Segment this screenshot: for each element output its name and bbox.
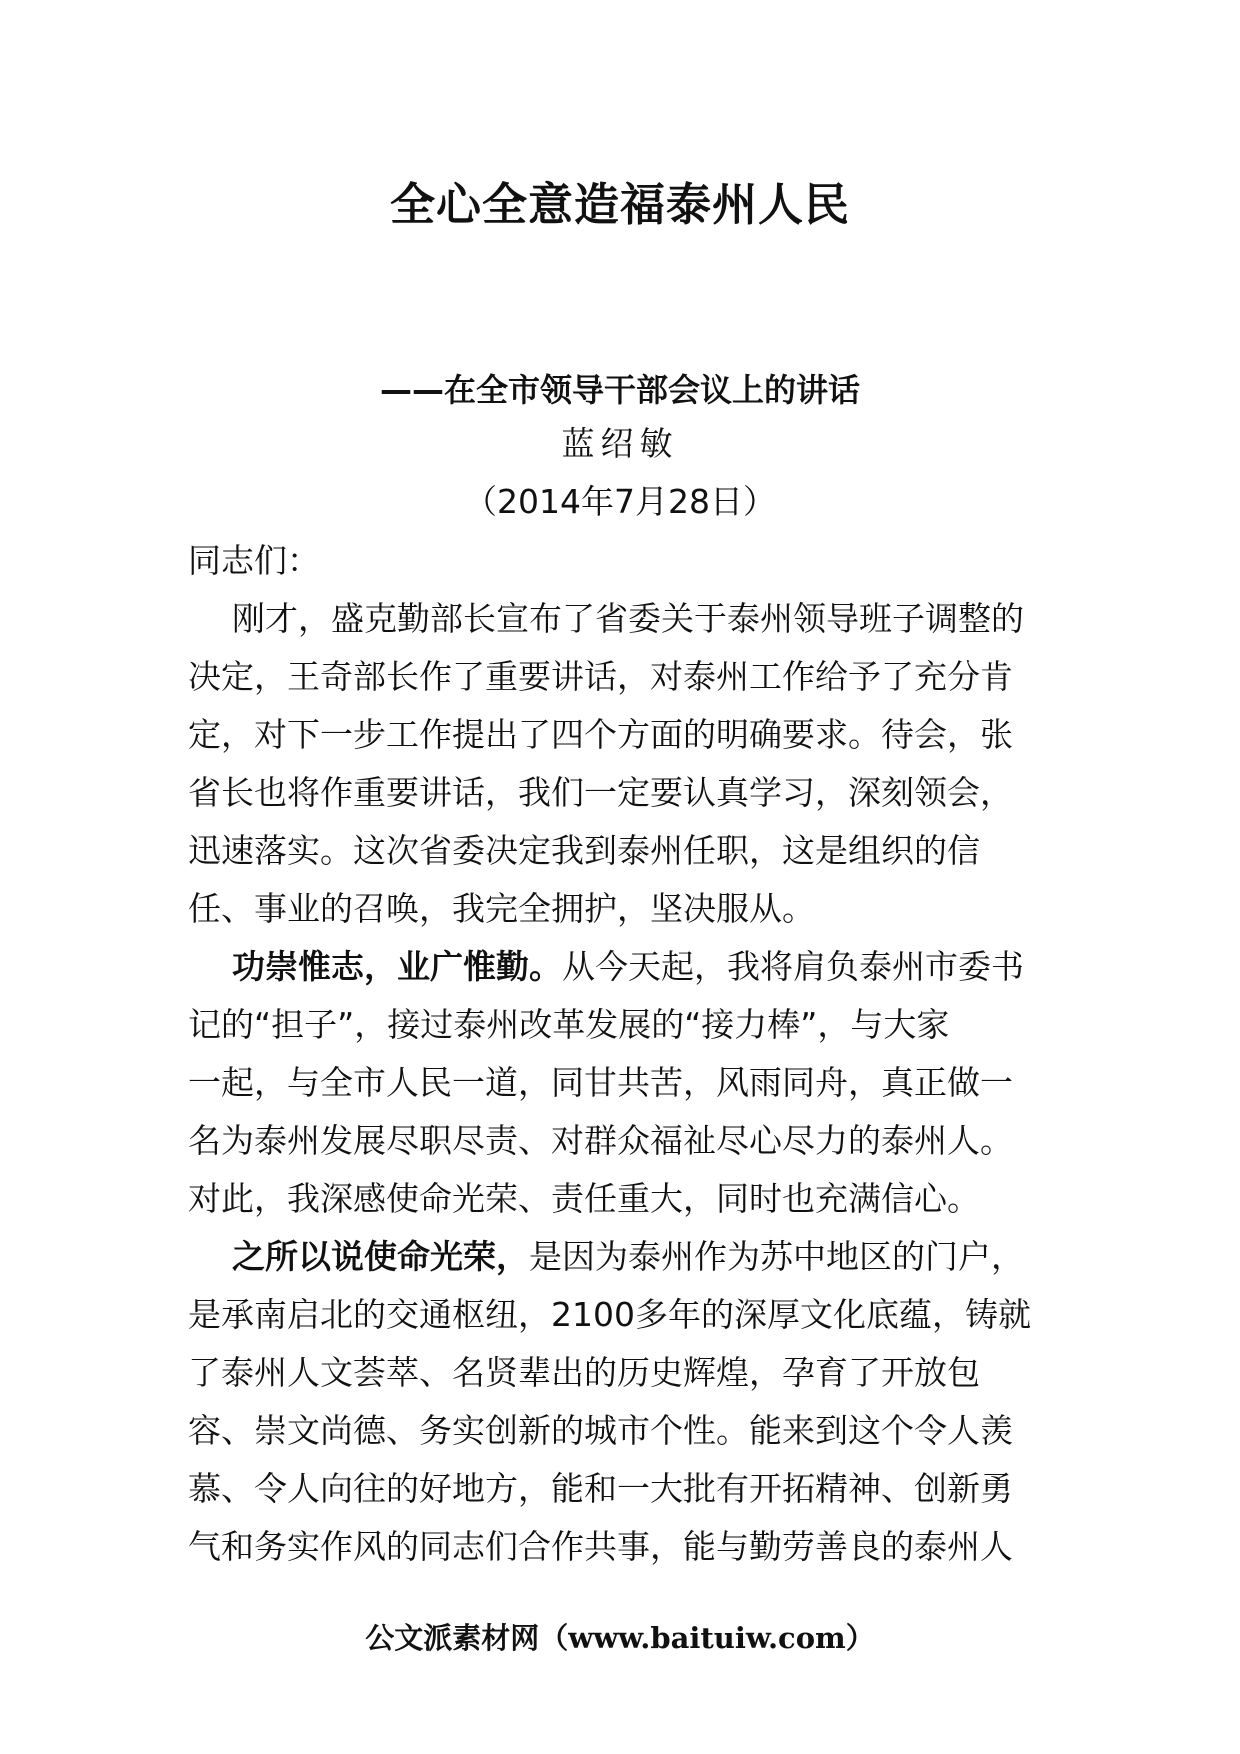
- paragraph-2-line: 一起，与全市人民一道，同甘共苦，风雨同舟，真正做一: [188, 1063, 1013, 1102]
- paragraph-1-line: 定，对下一步工作提出了四个方面的明确要求。待会，张: [188, 715, 1013, 754]
- paragraph-3-line: 了泰州人文荟萃、名贤辈出的历史辉煌，孕育了开放包: [188, 1353, 980, 1392]
- paragraph-3-line: 容、崇文尚德、务实创新的城市个性。能来到这个令人羡: [188, 1411, 1013, 1450]
- paragraph-2-lead: 功崇惟志，业广惟勤。: [232, 947, 562, 986]
- author-name: 蓝绍敏: [561, 424, 679, 463]
- paragraph-1-line: 任、事业的召唤，我完全拥护，坚决服从。: [188, 889, 815, 928]
- paragraph-3-line: 气和务实作风的同志们合作共事，能与勤劳善良的泰州人: [188, 1527, 1013, 1566]
- salutation: 同志们：: [188, 541, 320, 580]
- document-body: [188, 532, 1068, 1576]
- paragraph-1-line: 刚才，盛克勤部长宣布了省委关于泰州领导班子调整的: [232, 599, 1024, 638]
- paragraph-2-line: 记的“担子”，接过泰州改革发展的“接力棒”，与大家: [188, 1005, 950, 1044]
- paragraph-1-line: 迅速落实。这次省委决定我到泰州任职，这是组织的信: [188, 831, 980, 870]
- paragraph-3-first-text: 是因为泰州作为苏中地区的门户，: [529, 1237, 1024, 1276]
- paragraph-2-line: 名为泰州发展尽职尽责、对群众福祉尽心尽力的泰州人。: [188, 1121, 1013, 1160]
- paragraph-3-line: 是承南启北的交通枢纽，2100多年的深厚文化底蕴，铸就: [188, 1295, 1031, 1334]
- paragraph-1-line: 决定，王奇部长作了重要讲话，对泰州工作给予了充分肯: [188, 657, 1013, 696]
- paragraph-3-first-line: [188, 1228, 1068, 1286]
- paragraph-2-line: 对此，我深感使命光荣、责任重大，同时也充满信心。: [188, 1179, 980, 1218]
- paragraph-2-first-line: [188, 938, 1068, 996]
- paragraph-2-first-text: 从今天起，我将肩负泰州市委书: [562, 947, 1024, 986]
- paragraph-3-lead: 之所以说使命光荣，: [232, 1237, 529, 1276]
- footer-watermark: 公文派素材网（www.baituiw.com）: [365, 1621, 875, 1655]
- paragraph-3-line: 慕、令人向往的好地方，能和一大批有开拓精神、创新勇: [188, 1469, 1013, 1508]
- paragraph-1-line: 省长也将作重要讲话，我们一定要认真学习，深刻领会，: [188, 773, 1013, 812]
- document-subtitle: ——在全市领导干部会议上的讲话: [379, 371, 860, 409]
- speech-date: （2014年7月28日）: [464, 482, 776, 521]
- document-title: 全心全意造福泰州人民: [389, 178, 850, 231]
